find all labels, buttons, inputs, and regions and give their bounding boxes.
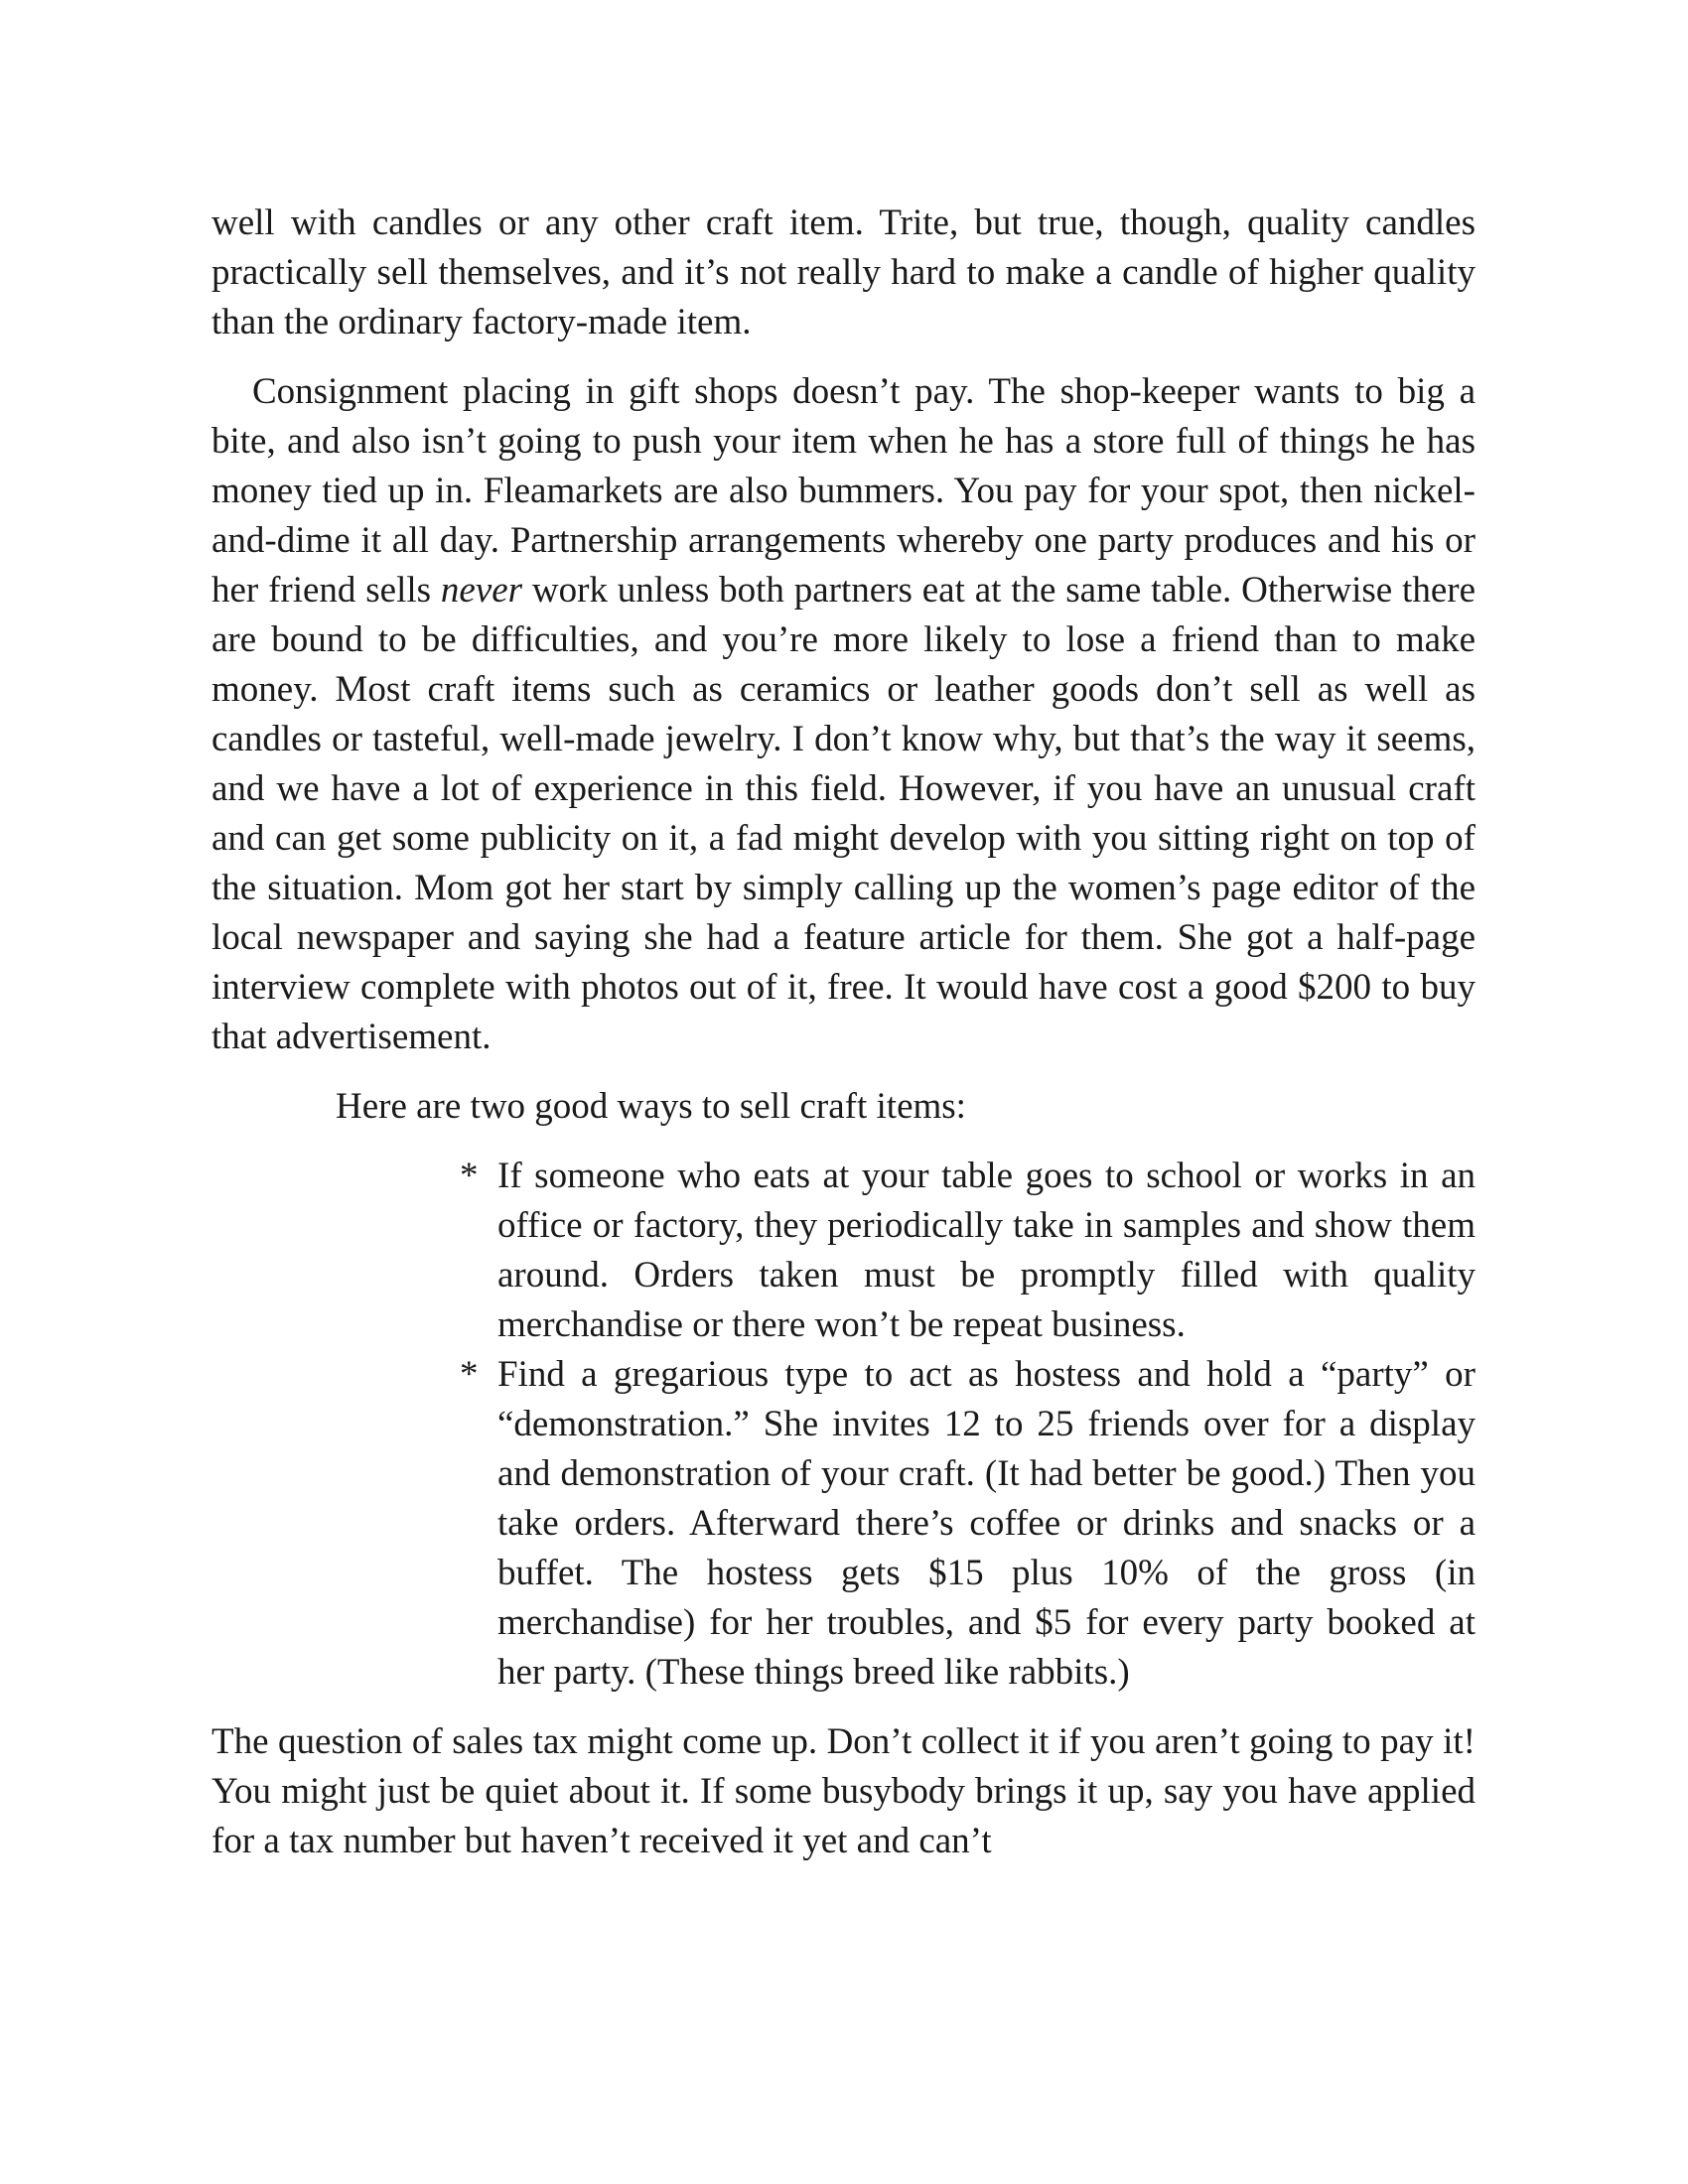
list-item-text: If someone who eats at your table goes to school or works in an office or factory, they periodically take in samples and show them around. Orders taken must be promptly filled with quality merchandise or there won’t be repeat business. bbox=[497, 1156, 1476, 1345]
list-intro: Here are two good ways to sell craft items: bbox=[336, 1086, 966, 1127]
document-page bbox=[211, 199, 1476, 1866]
paragraph-consignment-part1: Consignment placing in gift shops doesn’t pay. The shop-keeper wants to big a bite, and also isn’t going to push your item when he has a store full of things he has money tied up in. Fleamarkets are also bummers. You pay for your spot, then nickel-and-dime it all day. Partnership arrangements whereby one party produces and his or her friend sells bbox=[211, 371, 1476, 611]
asterisk-bullet: * bbox=[460, 1156, 479, 1196]
asterisk-bullet: * bbox=[460, 1354, 479, 1395]
list-item bbox=[460, 1350, 1476, 1698]
paragraph-sales-tax: The question of sales tax might come up. Don’t collect it if you aren’t going to pay it! You might just be quiet about it. If some busybody brings it up, say you have applied for a tax number but haven’t received it yet and can’t bbox=[211, 1721, 1476, 1861]
list-item bbox=[460, 1152, 1476, 1350]
sales-methods-list bbox=[211, 1152, 1476, 1698]
paragraph-candles: well with candles or any other craft item. Trite, but true, though, quality candles practically sell themselves, and it’s not really hard to make a candle of higher quality than the ordinary factory-made item. bbox=[211, 203, 1476, 342]
paragraph-consignment bbox=[211, 367, 1476, 1062]
emphasis-never: never bbox=[440, 570, 523, 611]
list-item-text: Find a gregarious type to act as hostess and hold a “party” or “demonstration.” She invites 12 to 25 friends over for a display and demonstration of your craft. (It had better be good.) Then you take orders. Afterward there’s coffee or drinks and snacks or a buffet. The hostess gets $15 plus 10% of the gross (in merchandise) for her troubles, and $5 for every party booked at her party. (These things breed like rabbits.) bbox=[497, 1354, 1476, 1693]
paragraph-consignment-part2: work unless both partners eat at the same table. Otherwise there are bound to be difficulties, and you’re more likely to lose a friend than to make money. Most craft items such as ceramics or leather goods don’t sell as well as candles or tasteful, well-made jewelry. I don’t know why, but that’s the way it seems, and we have a lot of experience in this field. However, if you have an unusual craft and can get some publicity on it, a fad might develop with you sitting right on top of the situation. Mom got her start by simply calling up the women’s page editor of the local newspaper and saying she had a feature article for them. She got a half-page interview complete with photos out of it, free. It would have cost a good $200 to buy that advertisement. bbox=[211, 570, 1476, 1057]
